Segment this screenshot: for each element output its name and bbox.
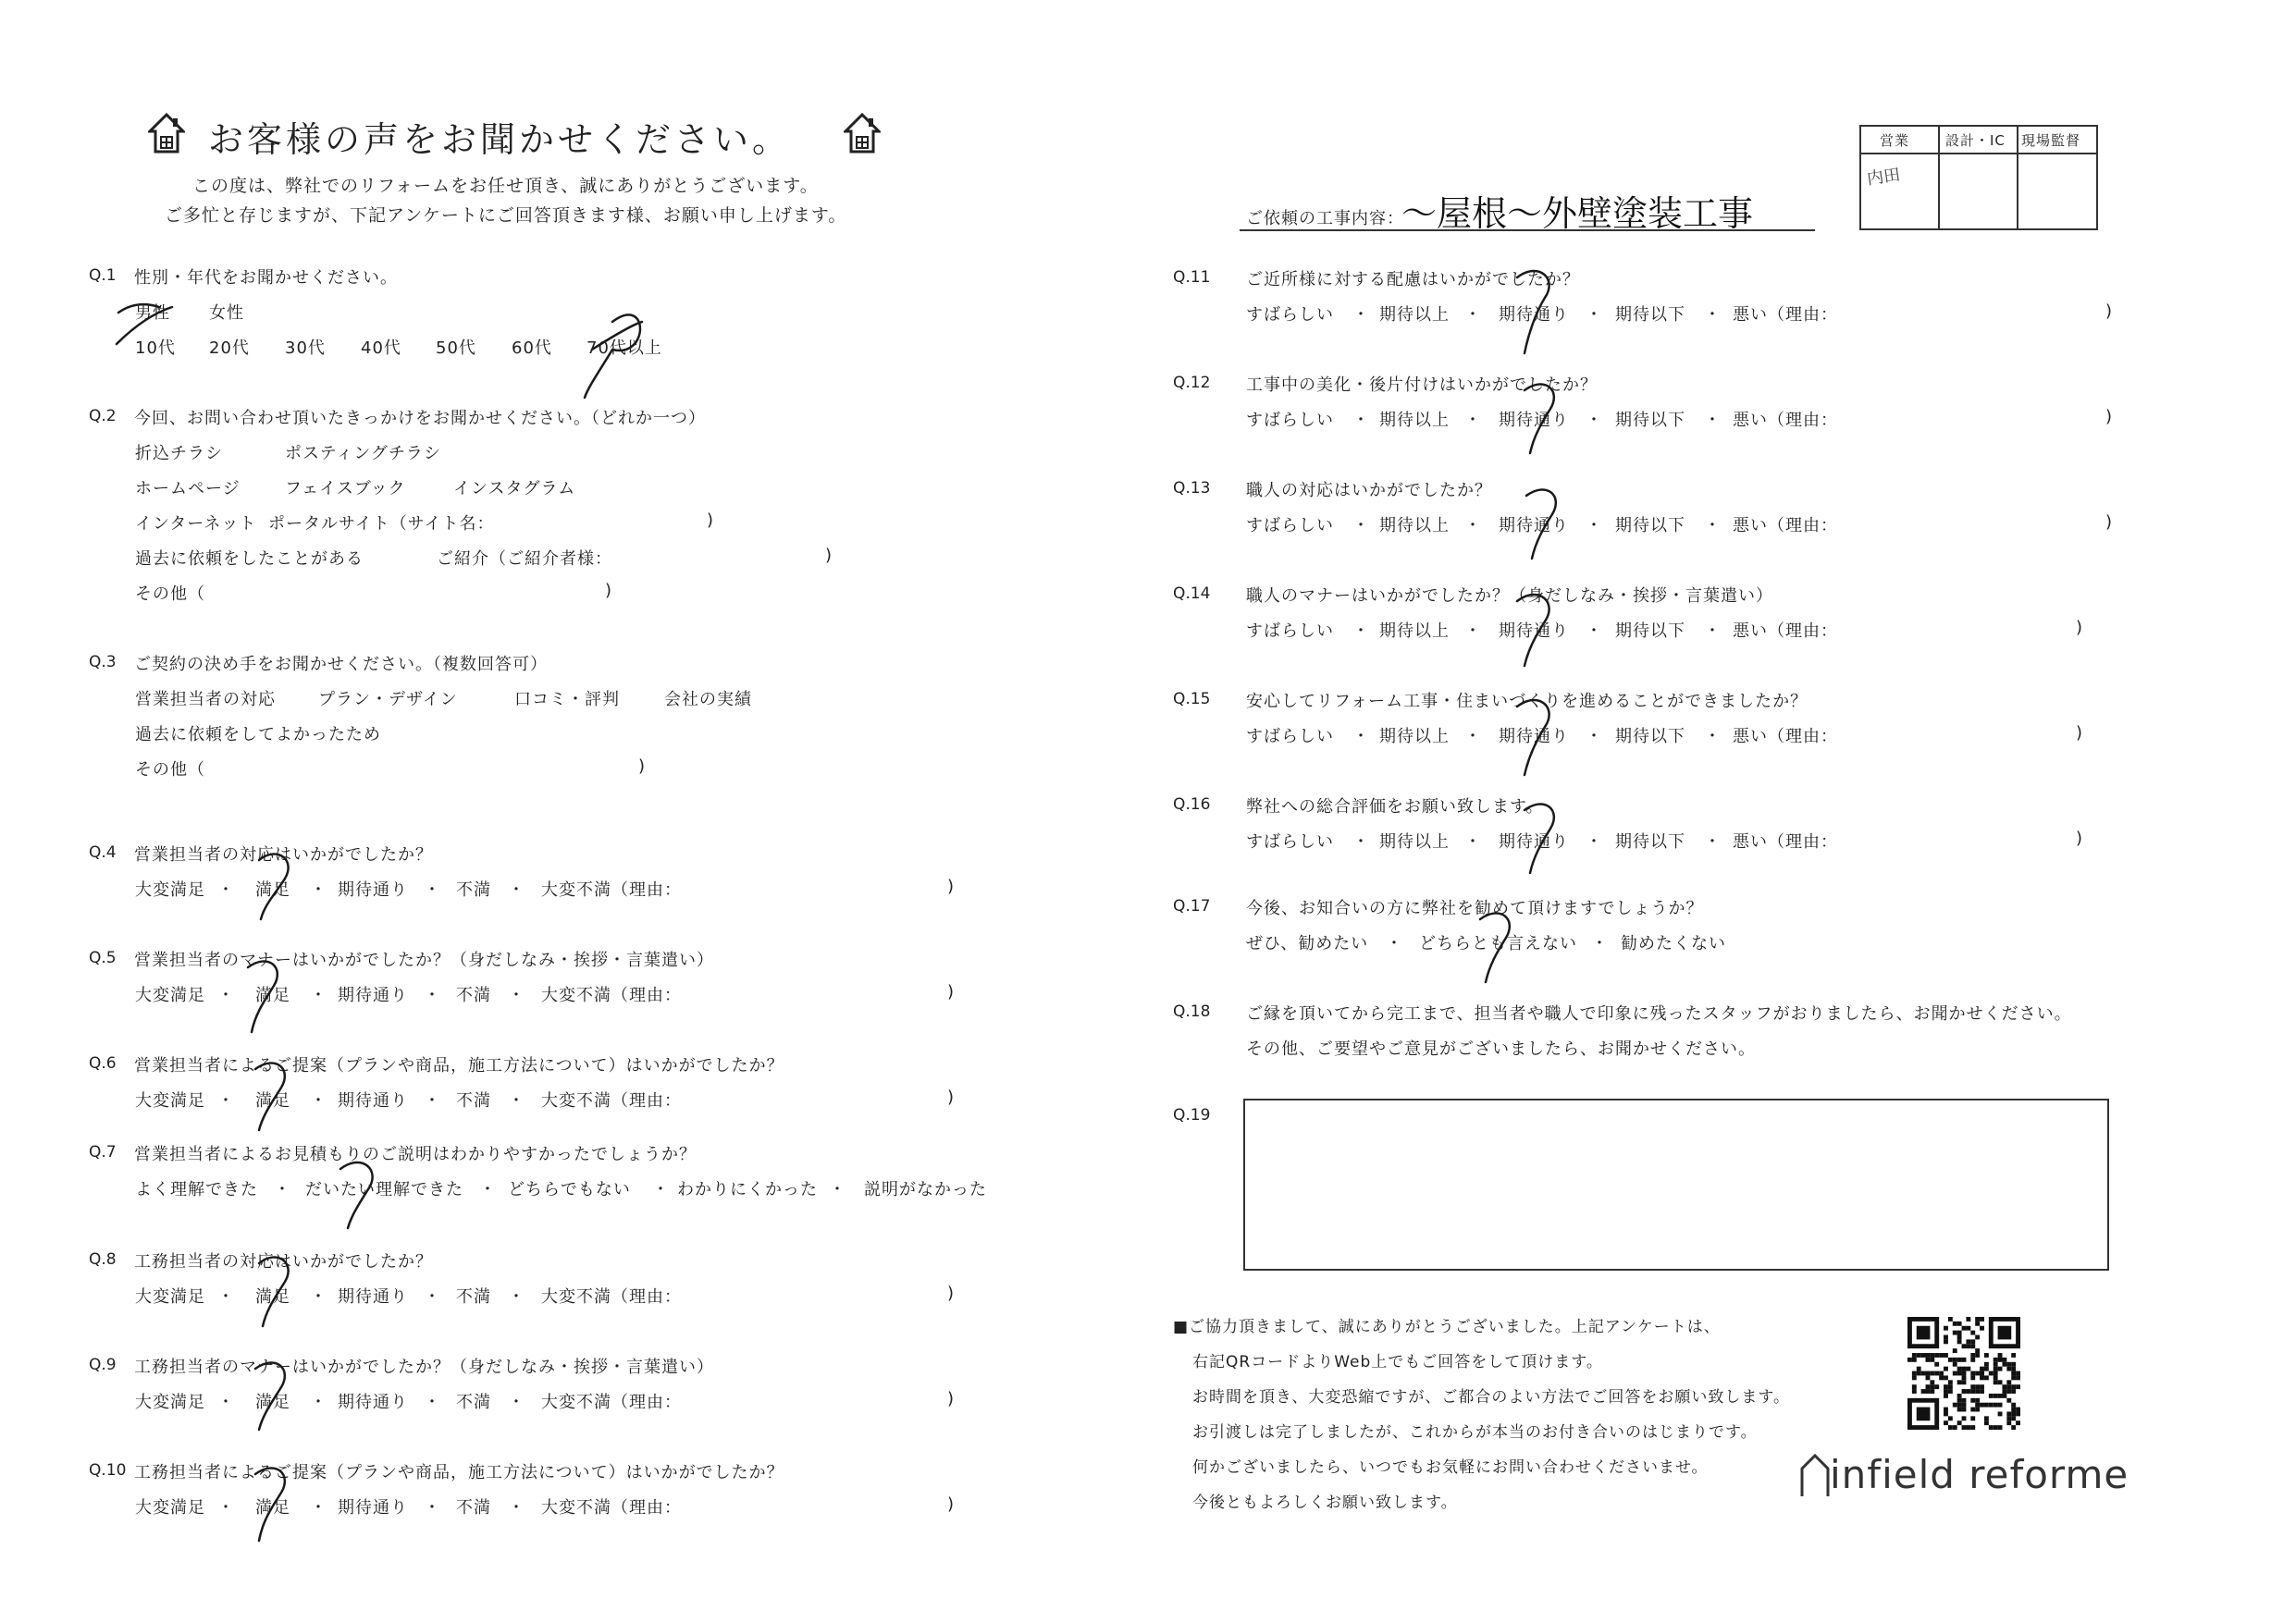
q8-text: 工務担当者の対応はいかがでしたか？ [134, 1252, 433, 1272]
q1-age-40s[interactable]: 40代 [361, 338, 401, 358]
q8-number: Q.8 [89, 1250, 117, 1269]
staff-header-sales: 営業 [1880, 132, 1910, 149]
q5-option-6[interactable]: 不満 [456, 986, 491, 1005]
q3-other[interactable]: その他（ [135, 760, 205, 780]
q2-flyer[interactable]: 折込チラシ [135, 444, 223, 463]
q5-number: Q.5 [89, 949, 117, 967]
intro-line-1: この度は、弊社でのリフォームをお任せ頂き、誠にありがとうございます。 [192, 176, 819, 196]
q8-option-0[interactable]: 大変満足 [135, 1287, 205, 1307]
q10-sep-1: ・ [217, 1498, 235, 1518]
q11-option-4[interactable]: 期待通り [1499, 305, 1569, 325]
q8-reason-close: ) [947, 1284, 956, 1303]
q11-sep-7: ・ [1704, 305, 1722, 325]
q15-option-0[interactable]: すばらしい [1246, 727, 1334, 746]
q16-option-2[interactable]: 期待以上 [1379, 832, 1450, 852]
q10-option-6[interactable]: 不満 [456, 1498, 491, 1518]
staff-header-design: 設計・IC [1945, 132, 2006, 149]
q1-gender-female[interactable]: 女性 [209, 303, 244, 323]
q19-free-text-box[interactable] [1243, 1099, 2109, 1271]
q17-number: Q.17 [1173, 897, 1211, 916]
q13-sep-7: ・ [1704, 516, 1722, 535]
q13-option-0[interactable]: すばらしい [1246, 516, 1334, 535]
q12-sep-5: ・ [1586, 411, 1603, 430]
q11-sep-3: ・ [1464, 305, 1482, 325]
q2-referral-close: ) [825, 546, 833, 565]
q18-line-1: ご縁を頂いてから完工まで、担当者や職人で印象に残ったスタッフがおりましたら、お聞かせください。 [1246, 1004, 2072, 1024]
q18-number: Q.18 [1173, 1002, 1211, 1021]
q7-option-mostly-understood[interactable]: だいたい理解できた [305, 1180, 463, 1199]
request-value: ～屋根～外壁塗装工事 [1401, 193, 1754, 234]
q10-option-4[interactable]: 期待通り [338, 1498, 408, 1518]
q2-other-close: ) [605, 581, 613, 600]
q2-portal-site[interactable]: ポータルサイト（サイト名： [268, 514, 495, 534]
q9-sep-5: ・ [424, 1393, 441, 1412]
q14-option-2[interactable]: 期待以上 [1379, 621, 1450, 641]
q17-sep-1: ・ [1386, 934, 1403, 953]
q12-option-2[interactable]: 期待以上 [1379, 411, 1450, 430]
q15-number: Q.15 [1173, 690, 1211, 708]
q10-number: Q.10 [89, 1461, 127, 1480]
q4-reason-close: ) [947, 877, 956, 896]
q10-sep-3: ・ [310, 1498, 327, 1518]
q6-sep-5: ・ [424, 1091, 441, 1111]
q18-line-2: その他、ご要望やご意見がございましたら、お聞かせください。 [1246, 1039, 1756, 1059]
q5-reason-close: ) [947, 982, 956, 1002]
q16-option-6[interactable]: 期待以下 [1615, 832, 1685, 852]
q14-sep-3: ・ [1464, 621, 1482, 641]
q10-option-2[interactable]: 満足 [255, 1498, 290, 1518]
staff-header-site: 現場監督 [2021, 132, 2081, 149]
q15-sep-7: ・ [1704, 727, 1722, 746]
q13-number: Q.13 [1173, 479, 1211, 498]
q7-option-neither[interactable]: どちらでもない [508, 1180, 631, 1199]
q7-option-none[interactable]: 説明がなかった [864, 1180, 987, 1199]
q2-referral[interactable]: ご紹介（ご紹介者様： [437, 549, 612, 569]
q4-text: 営業担当者の対応はいかがでしたか？ [134, 845, 433, 865]
q16-option-0[interactable]: すばらしい [1246, 832, 1334, 852]
q4-number: Q.4 [89, 843, 117, 862]
q12-text: 工事中の美化・後片付けはいかがでしたか？ [1246, 375, 1598, 395]
q16-option-8[interactable]: 悪い（理由： [1733, 832, 1838, 852]
q4-option-2[interactable]: 満足 [255, 880, 290, 900]
q4-sep-5: ・ [424, 880, 441, 900]
footer-line-4: お引渡しは完了しましたが、これからが本当のお付き合いのはじまりです。 [1192, 1423, 1758, 1442]
q16-sep-1: ・ [1352, 832, 1370, 852]
q3-other-close: ) [638, 756, 647, 776]
q9-option-4[interactable]: 期待通り [338, 1393, 408, 1412]
q16-sep-3: ・ [1464, 832, 1482, 852]
q14-reason-close: ) [2076, 618, 2084, 637]
footer-line-6: 今後ともよろしくお願い致します。 [1192, 1494, 1458, 1512]
q1-gender-male[interactable]: 男性 [135, 303, 170, 323]
q8-option-6[interactable]: 不満 [456, 1287, 491, 1307]
q16-sep-5: ・ [1586, 832, 1603, 852]
q1-number: Q.1 [89, 266, 117, 285]
q2-posting-flyer[interactable]: ポスティングチラシ [285, 444, 441, 463]
q7-sep-1: ・ [274, 1180, 291, 1199]
q1-age-70s-plus[interactable]: 70代以上 [586, 338, 662, 358]
q3-company-record[interactable]: 会社の実績 [664, 690, 752, 709]
q6-text: 営業担当者によるご提案（プランや商品，施工方法について）はいかがでしたか？ [134, 1056, 784, 1076]
q15-option-8[interactable]: 悪い（理由： [1733, 727, 1838, 746]
q13-option-8[interactable]: 悪い（理由： [1733, 516, 1838, 535]
footer-line-1: ■ご協力頂きまして、誠にありがとうございました。上記アンケートは、 [1173, 1318, 1721, 1336]
q15-sep-5: ・ [1586, 727, 1603, 746]
q9-option-8[interactable]: 大変不満（理由： [541, 1393, 682, 1412]
footer-line-3: お時間を頂き、大変恐縮ですが、ご都合のよい方法でご回答をお願い致します。 [1192, 1388, 1790, 1407]
q7-sep-2: ・ [479, 1180, 497, 1199]
q7-sep-4: ・ [829, 1180, 846, 1199]
q15-sep-1: ・ [1352, 727, 1370, 746]
footer-line-2: 右記QRコードよりWeb上でもご回答をして頂けます。 [1192, 1353, 1603, 1371]
q5-sep-3: ・ [310, 986, 327, 1005]
q2-internet[interactable]: インターネット [135, 514, 257, 534]
q12-option-8[interactable]: 悪い（理由： [1733, 411, 1838, 430]
q16-text: 弊社への総合評価をお願い致します。 [1246, 797, 1544, 817]
q9-text: 工務担当者のマナーはいかがでしたか？（身だしなみ・挨拶・言葉遣い） [134, 1358, 714, 1377]
q12-sep-7: ・ [1704, 411, 1722, 430]
q7-option-hard[interactable]: わかりにくかった [677, 1180, 818, 1199]
q13-option-6[interactable]: 期待以下 [1615, 516, 1685, 535]
qr-code-icon[interactable] [1907, 1317, 2020, 1433]
q2-facebook[interactable]: フェイスブック [285, 479, 406, 498]
q3-number: Q.3 [89, 653, 117, 671]
q4-option-8[interactable]: 大変不満（理由： [541, 880, 682, 900]
q9-number: Q.9 [89, 1356, 117, 1374]
q5-sep-1: ・ [217, 986, 235, 1005]
q12-reason-close: ) [2105, 407, 2114, 426]
q12-option-6[interactable]: 期待以下 [1615, 411, 1685, 430]
q6-option-6[interactable]: 不満 [456, 1091, 491, 1111]
q14-text: 職人のマナーはいかがでしたか？（身だしなみ・挨拶・言葉遣い） [1246, 586, 1773, 606]
q8-sep-5: ・ [424, 1287, 441, 1307]
q11-number: Q.11 [1173, 268, 1211, 287]
q5-option-2[interactable]: 満足 [255, 986, 290, 1005]
q12-sep-3: ・ [1464, 411, 1482, 430]
q1-text: 性別・年代をお聞かせください。 [134, 268, 398, 288]
q5-option-4[interactable]: 期待通り [338, 986, 408, 1005]
q13-text: 職人の対応はいかがでしたか？ [1246, 481, 1492, 500]
q1-age-10s[interactable]: 10代 [135, 338, 176, 358]
house-icon-left [148, 113, 185, 157]
q5-option-0[interactable]: 大変満足 [135, 986, 205, 1005]
q19-number: Q.19 [1173, 1106, 1211, 1125]
q4-option-0[interactable]: 大変満足 [135, 880, 205, 900]
q12-option-4[interactable]: 期待通り [1499, 411, 1569, 430]
q13-sep-3: ・ [1464, 516, 1482, 535]
q11-option-6[interactable]: 期待以下 [1615, 305, 1685, 325]
q4-sep-1: ・ [217, 880, 235, 900]
q4-sep-3: ・ [310, 880, 327, 900]
q6-option-2[interactable]: 満足 [255, 1091, 290, 1111]
q3-plan-design[interactable]: プラン・デザイン [318, 690, 458, 709]
q14-option-0[interactable]: すばらしい [1246, 621, 1334, 641]
q17-text: 今後、お知合いの方に弊社を勧めて頂けますでしょうか？ [1246, 899, 1704, 918]
q9-sep-1: ・ [217, 1393, 235, 1412]
q10-sep-5: ・ [424, 1498, 441, 1518]
q9-sep-7: ・ [508, 1393, 525, 1412]
house-icon-right [844, 113, 881, 157]
q13-sep-5: ・ [1586, 516, 1603, 535]
q5-text: 営業担当者のマナーはいかがでしたか？（身だしなみ・挨拶・言葉遣い） [134, 951, 714, 970]
q6-option-0[interactable]: 大変満足 [135, 1091, 205, 1111]
q4-option-4[interactable]: 期待通り [338, 880, 408, 900]
q6-sep-3: ・ [310, 1091, 327, 1111]
q2-portal-close: ) [707, 510, 715, 530]
q3-reviews[interactable]: 口コミ・評判 [514, 690, 620, 709]
staff-table [1859, 125, 2098, 230]
q17-option-no[interactable]: 勧めたくない [1621, 934, 1726, 953]
q16-number: Q.16 [1173, 795, 1211, 814]
q6-option-4[interactable]: 期待通り [338, 1091, 408, 1111]
q5-option-8[interactable]: 大変不満（理由： [541, 986, 682, 1005]
q5-sep-7: ・ [508, 986, 525, 1005]
q10-reason-close: ) [947, 1494, 956, 1514]
q14-option-4[interactable]: 期待通り [1499, 621, 1569, 641]
q1-age-60s[interactable]: 60代 [512, 338, 552, 358]
q6-reason-close: ) [947, 1088, 956, 1107]
q6-sep-1: ・ [217, 1091, 235, 1111]
q6-option-8[interactable]: 大変不満（理由： [541, 1091, 682, 1111]
q11-text: ご近所様に対する配慮はいかがでしたか？ [1246, 270, 1580, 289]
q14-option-8[interactable]: 悪い（理由： [1733, 621, 1838, 641]
q9-option-0[interactable]: 大変満足 [135, 1393, 205, 1412]
request-label: ご依頼の工事内容： [1246, 209, 1404, 228]
q15-option-6[interactable]: 期待以下 [1615, 727, 1685, 746]
q10-sep-7: ・ [508, 1498, 525, 1518]
q5-sep-5: ・ [424, 986, 441, 1005]
q9-option-2[interactable]: 満足 [255, 1393, 290, 1412]
q10-option-8[interactable]: 大変不満（理由： [541, 1498, 682, 1518]
q16-sep-7: ・ [1704, 832, 1722, 852]
q1-age-30s[interactable]: 30代 [285, 338, 326, 358]
q16-reason-close: ) [2076, 829, 2084, 848]
q16-option-4[interactable]: 期待通り [1499, 832, 1569, 852]
q15-option-4[interactable]: 期待通り [1499, 727, 1569, 746]
q7-text: 営業担当者によるお見積もりのご説明はわかりやすかったでしょうか？ [134, 1145, 697, 1164]
intro-line-2: ご多忙と存じますが、下記アンケートにご回答頂きます様、お願い申し上げます。 [165, 205, 847, 226]
q3-past-good[interactable]: 過去に依頼をしてよかったため [135, 725, 381, 744]
q11-option-8[interactable]: 悪い（理由： [1733, 305, 1838, 325]
q17-option-yes[interactable]: ぜひ、勧めたい [1246, 934, 1369, 953]
q2-instagram[interactable]: インスタグラム [453, 479, 576, 498]
q14-option-6[interactable]: 期待以下 [1615, 621, 1685, 641]
q7-sep-3: ・ [652, 1180, 670, 1199]
q2-number: Q.2 [89, 407, 117, 425]
q15-reason-close: ) [2076, 723, 2084, 743]
q2-homepage[interactable]: ホームページ [135, 479, 241, 498]
q13-sep-1: ・ [1352, 516, 1370, 535]
q3-text: ご契約の決め手をお聞かせください。（複数回答可） [134, 655, 548, 674]
q15-sep-3: ・ [1464, 727, 1482, 746]
q1-age-50s[interactable]: 50代 [436, 338, 476, 358]
q4-option-6[interactable]: 不満 [456, 880, 491, 900]
q15-text: 安心してリフォーム工事・住まいづくりを進めることができましたか？ [1246, 692, 1808, 711]
q17-option-neither[interactable]: どちらとも言えない [1419, 934, 1577, 953]
q14-sep-7: ・ [1704, 621, 1722, 641]
q9-reason-close: ) [947, 1389, 956, 1408]
q13-option-2[interactable]: 期待以上 [1379, 516, 1450, 535]
q11-option-0[interactable]: すばらしい [1246, 305, 1334, 325]
q12-option-0[interactable]: すばらしい [1246, 411, 1334, 430]
q12-sep-1: ・ [1352, 411, 1370, 430]
staff-sales-handwritten: 内田 [1865, 165, 1902, 190]
page-title: お客様の声をお聞かせください。 [208, 119, 792, 160]
house-logo-icon [1798, 1452, 1832, 1502]
footer-line-5: 何かございましたら、いつでもお気軽にお問い合わせくださいませ。 [1192, 1458, 1709, 1477]
q8-sep-1: ・ [217, 1287, 235, 1307]
q11-sep-1: ・ [1352, 305, 1370, 325]
q14-sep-1: ・ [1352, 621, 1370, 641]
q8-sep-7: ・ [508, 1287, 525, 1307]
q8-option-4[interactable]: 期待通り [338, 1287, 408, 1307]
q12-number: Q.12 [1173, 374, 1211, 392]
q2-past-request[interactable]: 過去に依頼をしたことがある [135, 549, 364, 569]
q11-sep-5: ・ [1586, 305, 1603, 325]
q8-option-2[interactable]: 満足 [255, 1287, 290, 1307]
q9-sep-3: ・ [310, 1393, 327, 1412]
q8-option-8[interactable]: 大変不満（理由： [541, 1287, 682, 1307]
q13-option-4[interactable]: 期待通り [1499, 516, 1569, 535]
q4-sep-7: ・ [508, 880, 525, 900]
q2-other[interactable]: その他（ [135, 584, 205, 604]
q9-option-6[interactable]: 不満 [456, 1393, 491, 1412]
q10-text: 工務担当者によるご提案（プランや商品，施工方法について）はいかがでしたか？ [134, 1463, 784, 1482]
request-underline [1240, 229, 1815, 231]
q14-number: Q.14 [1173, 584, 1211, 603]
q6-number: Q.6 [89, 1054, 117, 1073]
q7-number: Q.7 [89, 1143, 117, 1162]
q11-reason-close: ) [2105, 301, 2114, 321]
q13-reason-close: ) [2105, 512, 2114, 532]
q11-option-2[interactable]: 期待以上 [1379, 305, 1450, 325]
q15-option-2[interactable]: 期待以上 [1379, 727, 1450, 746]
q8-sep-3: ・ [310, 1287, 327, 1307]
q17-sep-2: ・ [1591, 934, 1609, 953]
q3-sales-response[interactable]: 営業担当者の対応 [135, 690, 276, 709]
q2-text: 今回、お問い合わせ頂いたきっかけをお聞かせください。（どれか一つ） [134, 409, 706, 428]
company-logo-text: infield reforme [1830, 1452, 2129, 1497]
q6-sep-7: ・ [508, 1091, 525, 1111]
q7-option-understood[interactable]: よく理解できた [135, 1180, 258, 1199]
q10-option-0[interactable]: 大変満足 [135, 1498, 205, 1518]
q1-age-20s[interactable]: 20代 [209, 338, 250, 358]
q14-sep-5: ・ [1586, 621, 1603, 641]
